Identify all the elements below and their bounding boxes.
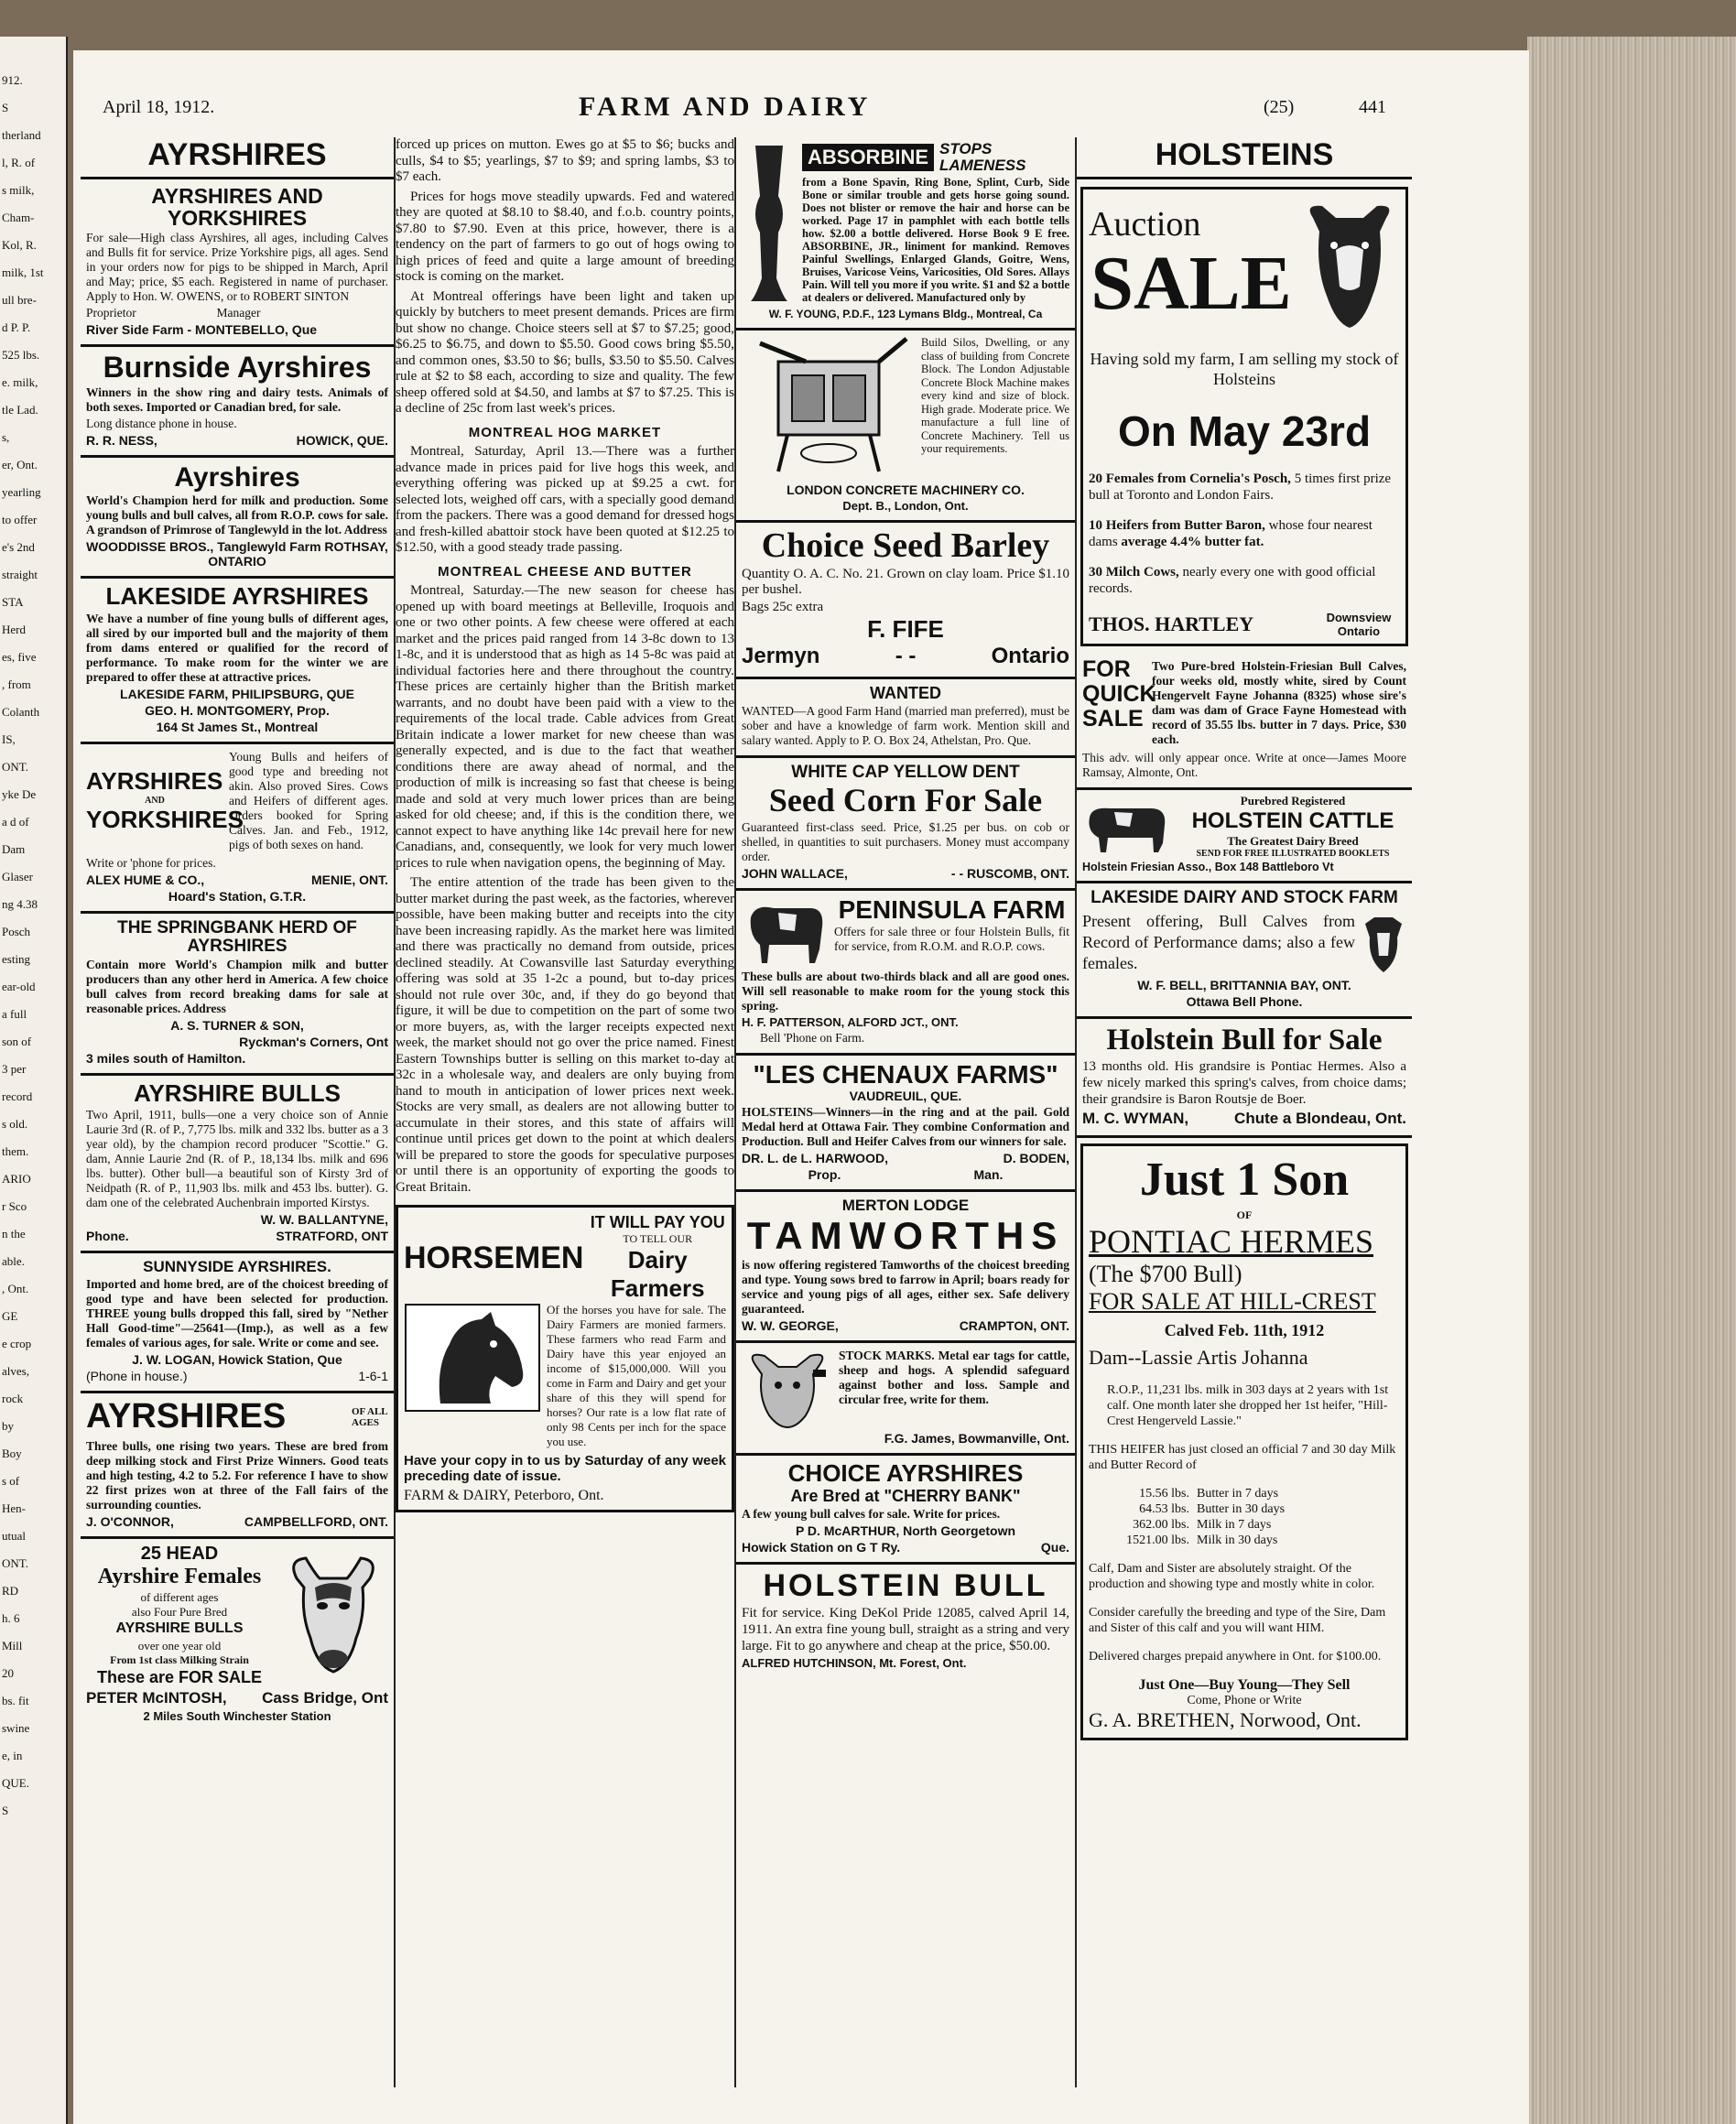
ad-body: Young Bulls and heifers of good type and breeding not akin. Also proved Sires. Cows and Heifers of different ages. Orders booked for Spring Calves. Jan. and Feb., 1912, pigs of both sexes on hand. — [229, 749, 388, 851]
ad-title: Holstein Bull for Sale — [1106, 1023, 1383, 1057]
ad-line: 25 HEAD — [140, 1543, 219, 1564]
ad-prop: GEO. H. MONTGOMERY, Prop. — [145, 702, 330, 718]
ad-wanted — [736, 679, 1075, 758]
column-market-article — [396, 137, 734, 1516]
ad-title: AYRSHIRE BULLS — [134, 1078, 341, 1107]
ad-rop: R.O.P., 11,231 lbs. milk in 303 days at 2 years with 1st calf. One month later she dropped her 1st heifer, "Hill-Crest Hengerveld Lassie." — [1107, 1382, 1389, 1428]
ad-title: AYRSHIRES AND YORKSHIRES — [151, 184, 323, 231]
prev-page-fragment: Herd — [2, 623, 26, 636]
prev-page-fragment: es, five — [2, 650, 37, 664]
ad-body: Two April, 1911, bulls—one a very choice son of Annie Laurie 3rd (R. of P., 7,775 lbs. milk and 332 lbs. butter as a 3 year old), by the champion record producer "Scottie." G. dam, Annie Laurie 2nd (R. of P., 18,134 lbs. milk and 696 lbs. butter). Other bull—a beautiful son of Kirsty 3rd of Neidpath (R. of P., 11,903 lbs. milk and 453 lbs. butter). G. dam one of the celebrated Auchenbrain imported Kirstys. — [86, 1107, 388, 1209]
prev-page-fragment: ONT. — [2, 1556, 29, 1570]
ad-title-2: TAMWORTHS — [746, 1213, 1065, 1257]
prev-page-fragment: e, in — [2, 1749, 23, 1762]
prev-page-fragment: Posch — [2, 925, 31, 938]
ad-peninsula-farm — [736, 891, 1075, 1056]
ad-subtitle: Are Bred at "CHERRY BANK" — [790, 1487, 1021, 1506]
ad-line: Dairy Farmers — [610, 1246, 705, 1302]
prev-page-fragment: tle Lad. — [2, 403, 38, 417]
ad-absorbine — [736, 137, 1075, 331]
prev-page-fragment: d P. P. — [2, 320, 31, 334]
ad-body: World's Champion herd for milk and production. Some young bulls and bull calves, all from R.O.P. cows for sale. A grandson of Primrose of Tanglewyld in the lot. Address — [86, 493, 388, 537]
ad-dam: Dam--Lassie Artis Johanna — [1089, 1345, 1308, 1369]
ad-title: AYRSHIRES — [86, 1396, 287, 1436]
prev-page-fragment: ear-old — [2, 980, 36, 993]
ad-title: Ayrshires — [174, 461, 300, 493]
prev-page-fragment: Mill — [2, 1639, 23, 1653]
ad-line: of different ages — [140, 1589, 219, 1604]
ad-signature: F.G. James, Bowmanville, Ont. — [884, 1430, 1069, 1446]
prev-page-fragment: , from — [2, 677, 31, 691]
prev-page-fragment: 525 lbs. — [2, 348, 40, 362]
ad-place: Chute a Blondeau, Ont. — [1234, 1109, 1406, 1127]
ad-title: LAKESIDE AYRSHIRES — [105, 582, 369, 611]
ad-holstein-bull-wyman — [1077, 1019, 1412, 1138]
ad-lot-3-desc: nearly every one with good official records. — [1089, 565, 1376, 596]
prev-page-fragment: therland — [2, 128, 41, 142]
ad-burnside — [81, 347, 394, 458]
ad-heifer: THIS HEIFER has just closed an official 7 and 30 day Milk and Butter Record of — [1089, 1442, 1396, 1472]
ad-lakeside-dairy — [1077, 883, 1412, 1019]
ad-of: OF — [1236, 1208, 1253, 1221]
ad-place: STRATFORD, ONT — [276, 1228, 388, 1243]
ad-directions: 3 miles south of Hamilton. — [86, 1050, 246, 1066]
cow-head-icon — [1361, 910, 1406, 974]
ad-lot-2-fat: average 4.4% butter fat. — [1121, 535, 1264, 549]
ad-title: THE SPRINGBANK HERD OF AYRSHIRES — [117, 917, 357, 956]
ad-les-chenaux — [736, 1056, 1075, 1192]
prev-page-fragment: RD — [2, 1584, 19, 1598]
ad-place: HOWICK, QUE. — [296, 432, 388, 448]
ad-title: MERTON LODGE — [841, 1196, 970, 1214]
ad-title: SUNNYSIDE AYRSHIRES. — [143, 1257, 331, 1275]
prev-page-fragment: Dam — [2, 842, 26, 856]
ad-title: Burnside Ayrshires — [103, 351, 372, 385]
ad-place: - - RUSCOMB, ONT. — [950, 865, 1069, 881]
ad-title-2: Seed Corn For Sale — [768, 782, 1043, 819]
prev-page-fragment: son of — [2, 1035, 32, 1048]
ad-dash: - - — [895, 644, 917, 669]
ad-signature: LAKESIDE FARM, PHILIPSBURG, QUE — [120, 686, 354, 701]
prev-page-fragment: swine — [2, 1721, 30, 1735]
ad-seed-corn — [736, 758, 1075, 891]
ad-ayrshire-bulls — [81, 1076, 394, 1253]
record-desc: Milk in 30 days — [1197, 1533, 1278, 1547]
ad-body: Of the horses you have for sale. The Dairy Farmers are monied farmers. These farmers who read Farm and Dairy have this year enjoyed an income of $15,000,000. Will you come in Farm and Dairy and get your share of this they will spend for horses? Our rate is a low flat rate of only 98 Cents per inch for the space you use. — [547, 1303, 726, 1448]
ad-quick-sale — [1077, 654, 1412, 790]
cow-head-icon — [278, 1551, 388, 1679]
ad-line: Ayrshire Females — [97, 1564, 262, 1588]
ad-name: J. O'CONNOR, — [86, 1513, 174, 1529]
prev-page-fragment: er, Ont. — [2, 458, 38, 471]
record-row — [1125, 1486, 1400, 1501]
record-amount: 362.00 lbs. — [1133, 1517, 1189, 1532]
prev-page-fragment: 20 — [2, 1666, 14, 1680]
ad-intro: Having sold my farm, I am selling my stock of Holsteins — [1090, 350, 1399, 388]
ad-body: Fit for service. King DeKol Pride 12085, calved April 14, 1911. An extra fine young bull, straight as a string and very large. Fit to go anywhere and cheap at the price, $50.00. — [742, 1605, 1069, 1653]
ad-title: Auction — [1089, 205, 1201, 244]
ad-title-2: YORKSHIRES — [86, 806, 244, 834]
cow-icon — [1082, 799, 1174, 854]
ad-body: Guaranteed first-class seed. Price, $1.25 per bus. on cob or shelled, in quantities to suit purchasers. Money must accompany order. — [742, 819, 1069, 863]
ad-signature: J. W. LOGAN, Howick Station, Que — [132, 1351, 342, 1367]
cow-icon — [742, 894, 829, 968]
ad-ayrshires-yorkshires — [81, 179, 394, 347]
prev-page-fragment: Colanth — [2, 705, 40, 719]
ad-lot-2-desc: whose four nearest dams — [1089, 518, 1373, 549]
ad-title: CHOICE AYRSHIRES — [787, 1458, 1024, 1487]
prev-page-fragment: ONT. — [2, 760, 29, 774]
ad-pontiac-hermes — [1080, 1143, 1408, 1740]
prev-page-fragment: IS, — [2, 732, 16, 746]
ad-company: LONDON CONCRETE MACHINERY CO. — [787, 482, 1025, 497]
ad-name: F. FIFE — [867, 614, 944, 643]
ad-name: ALEX HUME & CO., — [86, 872, 205, 887]
ad-contact: Come, Phone or Write — [1187, 1693, 1302, 1707]
horse-head-icon — [404, 1303, 541, 1413]
ad-lot-2: 10 Heifers from Butter Baron, — [1089, 518, 1265, 533]
ad-body: Offers for sale three or four Holstein Bulls, fit for service, from R.O.M. and R.O.P. cows. — [834, 925, 1069, 954]
ad-title: LAKESIDE DAIRY AND STOCK FARM — [1090, 888, 1398, 907]
prev-page-fragment: ng 4.38 — [2, 897, 38, 911]
ad-write: Write or 'phone for prices. — [86, 855, 216, 870]
header-date: April 18, 1912. — [103, 97, 215, 117]
ad-signature: WOODDISSE BROS., Tanglewyld Farm ROTHSAY, ONTARIO — [86, 539, 388, 569]
ad-phone: Bell 'Phone on Farm. — [760, 1030, 865, 1045]
ad-line: also Four Pure Bred — [131, 1604, 228, 1619]
prev-page-fragment: rock — [2, 1392, 24, 1405]
brand-name: ABSORBINE — [802, 144, 934, 171]
ad-title: WANTED — [870, 684, 941, 703]
ad-subtitle: VAUDREUIL, QUE. — [849, 1089, 962, 1104]
ad-lot-3: 30 Milch Cows, — [1089, 565, 1179, 580]
ad-body: STOCK MARKS. Metal ear tags for cattle, sheep and hogs. A splendid safeguard against bother and loss. Sample and circular free, write for them. — [839, 1348, 1069, 1406]
ad-body: For sale—High class Ayrshires, all ages, including Calves and Bulls fit for service. Prize Yorkshire pigs, all ages. Send in your orders now for pigs to be shipped in March, April and May; price, $5 each. Registered in name of purchaser. Apply to Hon. W. OWENS, or to ROBERT SINTON — [86, 231, 388, 304]
prev-page-fragment: Glaser — [2, 870, 33, 883]
ad-body: A few young bull calves for sale. Write for prices. — [742, 1507, 1001, 1522]
prev-page-fragment: Kol, R. — [2, 238, 37, 252]
prev-page-fragment: ARIO — [2, 1172, 31, 1186]
ad-line: SEND FOR FREE ILLUSTRATED BOOKLETS — [1196, 849, 1390, 859]
ad-paragraph: Delivered charges prepaid anywhere in Ont. for $100.00. — [1089, 1649, 1382, 1663]
prev-page-fragment: r Sco — [2, 1199, 27, 1213]
ad-name: DR. L. de L. HARWOOD, — [742, 1150, 888, 1165]
ad-code: 1-6-1 — [358, 1368, 388, 1383]
ad-place: Cass Bridge, Ont — [262, 1689, 388, 1707]
ad-body: Contain more World's Champion milk and butter producers than any other herd in America. A few choice bull calves from record breaking dams for sale at reasonable prices. Address — [86, 957, 388, 1015]
prev-page-fragment: e crop — [2, 1337, 32, 1350]
ad-body-2: This adv. will only appear once. Write at once—James Moore Ramsay, Almonte, Ont. — [1082, 751, 1406, 779]
ad-lot-1-desc: 5 times first prize bull at Toronto and London Fairs. — [1089, 471, 1392, 503]
ad-tagline: STOPS LAMENESS — [939, 140, 1026, 174]
header-page-number: 441 — [1359, 97, 1386, 117]
prev-page-fragment: bs. fit — [2, 1694, 29, 1707]
horse-leg-icon — [742, 141, 797, 306]
ad-alex-hume — [81, 744, 394, 914]
prev-page-fragment: a full — [2, 1007, 27, 1021]
ad-title: Just 1 Son — [1139, 1153, 1350, 1206]
prev-page-fragment: e. milk, — [2, 375, 38, 389]
ad-name: M. C. WYMAN, — [1082, 1109, 1189, 1127]
prev-page-fragment: e's 2nd — [2, 540, 35, 554]
ad-bags: Bags 25c extra — [742, 599, 824, 614]
ad-title-line-1: FOR — [1082, 656, 1131, 682]
ad-place: Downsview Ontario — [1326, 611, 1392, 638]
prev-page-fragment: alves, — [2, 1364, 29, 1378]
prev-page-fragment: them. — [2, 1144, 29, 1158]
prev-page-fragment: to offer — [2, 513, 38, 526]
ad-body: is now offering registered Tamworths of the choicest breeding and type. Young sows bred to farrow in April; boars ready for service and young pigs of all ages, either sex. Safe delivery guaranteed. — [742, 1257, 1069, 1316]
prev-page-fragment: Boy — [2, 1447, 22, 1460]
ad-title: "LES CHENAUX FARMS" — [753, 1059, 1058, 1089]
ad-body: We have a number of fine young bulls of different ages, all sired by our imported bull and the majority of them from dams entered or qualified for the record of performance. To make room for the winter we are prepared to offer these at attractive prices. — [86, 611, 388, 684]
ad-concrete-machinery — [736, 331, 1075, 523]
ad-body: Winners in the show ring and dairy tests. Animals of both sexes. Imported or Canadian bred, for sale. — [86, 385, 388, 414]
prev-page-fragment: able. — [2, 1254, 25, 1268]
ad-name: THOS. HARTLEY — [1089, 612, 1254, 635]
ad-date: On May 23rd — [1117, 407, 1372, 455]
ad-phone: Phone. — [86, 1228, 129, 1243]
ad-name: W. W. GEORGE, — [742, 1317, 839, 1333]
ad-title-line-2: QUICK — [1082, 681, 1156, 707]
article-paragraph: At Montreal offerings have been light and taken up quickly by butchers to meet present demands. Prices are firm but show no change. Choice steers sell at $7 to $7.25; good, $6.25 to $6.75, and down to $5.50. Good cows bring $5.50, and common ones, $3.50 to $6; bulls, $3.50 to $5.50. Calves rule at $2 to $8 each, according to size and quality. The few sheep offered sold at $4.50, and lambs at $7 to $7.25. This is a decline of 25c from last week's prices. — [396, 288, 734, 416]
ad-slogan: Just One—Buy Young—They Sell — [1138, 1676, 1351, 1693]
ad-paragraph: Consider carefully the breeding and type of the Sire, Dam and Sister of this calf and you will want HIM. — [1089, 1605, 1386, 1635]
block-machine-icon — [742, 334, 916, 481]
ad-peter-mcintosh — [81, 1539, 394, 1731]
article-paragraph: forced up prices on mutton. Ewes go at $5 to $6; bucks and culls, $4 to $5; yearlings, $7 to $9; and spring lambs, $3 to $7 each. — [396, 137, 734, 184]
ad-place: Jermyn — [742, 644, 820, 669]
ad-line: TO TELL OUR — [623, 1232, 693, 1245]
ad-province: Ontario — [991, 644, 1069, 669]
ad-title: HOLSTEIN CATTLE — [1191, 808, 1394, 833]
ad-body: Quantity O. A. C. No. 21. Grown on clay loam. Price $1.10 per bushel. — [742, 566, 1069, 597]
prev-page-fragment: n the — [2, 1227, 26, 1241]
section-title: AYRSHIRES — [81, 137, 394, 179]
ad-line: IT WILL PAY YOU — [590, 1213, 725, 1231]
article-subheading: MONTREAL CHEESE AND BUTTER — [438, 563, 692, 580]
ad-name: W. F. BELL, BRITTANNIA BAY, ONT. — [1137, 977, 1351, 992]
ad-name-2: D. BODEN, — [1003, 1150, 1069, 1165]
ad-body-2: These bulls are about two-thirds black and all are good ones. Will sell reasonable to make room for the young stock this spring. — [742, 969, 1069, 1013]
ad-footer: 2 Miles South Winchester Station — [143, 1709, 331, 1724]
ad-station: Hoard's Station, G.T.R. — [168, 888, 307, 904]
ad-body: Two Pure-bred Holstein-Friesian Bull Calves, four weeks old, mostly white, sired by Count Hengervelt Fayne Johanna (8325) whose sire's dam was dam of Grace Fayne Homestead with record of 35.55 lbs. butter in 7 days. Price, $30 each. — [1152, 659, 1406, 746]
page-header — [103, 92, 1421, 132]
records-table — [1125, 1486, 1400, 1548]
ad-line: AYRSHIRE BULLS — [115, 1620, 244, 1636]
ad-lakeside-ayrshires — [81, 579, 394, 743]
ad-signature: G. A. BRETHEN, Norwood, Ont. — [1089, 1707, 1362, 1731]
ad-title-2: SALE — [1090, 241, 1292, 326]
ad-body: Build Silos, Dwelling, or any class of building from Concrete Block. The London Adjustable Concrete Block Machine makes every kind and size of block. High grade. Moderate price. We manufacture a full line of Concrete Machinery. Tell us your requirements. — [921, 336, 1069, 455]
prev-page-fragment: h. 6 — [2, 1611, 20, 1625]
prev-page-fragment: record — [2, 1089, 33, 1103]
prev-page-fragment: s, — [2, 430, 10, 444]
ad-title: HOLSTEIN BULL — [763, 1568, 1048, 1604]
ad-body: WANTED—A good Farm Hand (married man preferred), must be sober and have a knowledge of farm work. Mention skill and salary wanted. Apply to P. O. Box 24, Athelstan, Pro. Que. — [742, 704, 1069, 748]
ad-signature: River Side Farm - MONTEBELLO, Que — [86, 322, 318, 338]
previous-page-strip — [0, 37, 68, 2124]
column-ayrshires — [81, 137, 394, 1730]
ad-phone: Long distance phone in house. — [86, 416, 237, 430]
prev-page-fragment: s old. — [2, 1117, 28, 1131]
ad-signature: W. F. YOUNG, P.D.F., 123 Lymans Bldg., Montreal, Ca — [768, 308, 1043, 320]
prev-page-fragment: ull bre- — [2, 293, 37, 307]
ad-line: The Greatest Dairy Breed — [1227, 834, 1359, 848]
prev-page-fragment: Cham- — [2, 211, 35, 224]
ad-seed-barley — [736, 523, 1075, 679]
prev-page-fragment: Hen- — [2, 1501, 26, 1515]
ad-signature: ALFRED HUTCHINSON, Mt. Forest, Ont. — [742, 1655, 967, 1670]
ad-signature: Holstein Friesian Asso., Box 148 Battleboro Vt — [1082, 861, 1334, 873]
ad-horsemen — [396, 1205, 734, 1512]
ad-oconnor — [81, 1393, 394, 1539]
ad-title: AYRSHIRES — [86, 766, 223, 795]
ad-paragraph: Calf, Dam and Sister are absolutely straight. Of the production and showing type and mostly white in color. — [1089, 1561, 1375, 1591]
ad-name: PETER McINTOSH, — [86, 1689, 227, 1707]
ad-cherry-bank — [736, 1456, 1075, 1565]
ad-title — [1082, 656, 1156, 731]
ad-title: HORSEMEN — [404, 1240, 584, 1275]
ad-body: Three bulls, one rising two years. These are bred from deep milking stock and First Prize Winners. Good teats and high testing, 4.2 to 5.2. For reference I have to show 22 first prizes won at three of the Fall fairs of the surrounding counties. — [86, 1438, 388, 1512]
article-subheading: MONTREAL HOG MARKET — [468, 424, 662, 440]
prev-page-fragment: l, R. of — [2, 156, 36, 169]
ad-line: From 1st class Milking Strain — [110, 1653, 249, 1666]
ad-line: over one year old — [137, 1638, 222, 1653]
ad-name: W. W. BALLANTYNE, — [260, 1211, 388, 1227]
prev-page-fragment: yearling — [2, 485, 41, 499]
ad-title: PENINSULA FARM — [838, 894, 1066, 924]
prev-page-fragment: a d of — [2, 815, 29, 829]
ad-name: P D. McARTHUR, North Georgetown — [795, 1523, 1016, 1539]
ad-line: Purebred Registered — [1240, 794, 1346, 807]
ad-side: OF ALL AGES — [352, 1405, 388, 1428]
ad-body: Imported and home bred, are of the choicest breeding of good type and have been selected for production. THREE young bulls dropped this fall, sired by "Nether Hall Good-time"—25641—(Imp.), as well as a few females of various ages, for sale. Write or come and see. — [86, 1276, 388, 1349]
prev-page-fragment: S — [2, 1804, 9, 1817]
record-row — [1125, 1501, 1400, 1517]
ad-phone: (Phone in house.) — [86, 1368, 188, 1383]
record-amount: 64.53 lbs. — [1139, 1501, 1189, 1516]
record-amount: 15.56 lbs. — [1139, 1486, 1189, 1501]
column-holsteins — [1077, 137, 1412, 1746]
ad-place: MENIE, ONT. — [310, 872, 388, 887]
column-classifieds — [736, 137, 1075, 1677]
prev-page-fragment: GE — [2, 1309, 18, 1323]
ad-body: HOLSTEINS—Winners—in the ring and at the pail. Gold Medal herd at Ottawa Fair. They combine Conformation and Production. Bull and Heifer Calves from our winners for sale. — [742, 1104, 1069, 1148]
ad-role-2: Man. — [973, 1166, 1004, 1182]
ad-holstein-bull — [736, 1565, 1075, 1677]
ad-line: These are FOR SALE — [96, 1667, 263, 1686]
ad-name: A. S. TURNER & SON, — [170, 1017, 304, 1033]
record-row — [1125, 1533, 1400, 1548]
ad-calved: Calved Feb. 11th, 1912 — [1164, 1320, 1325, 1339]
ad-title: Choice Seed Barley — [761, 526, 1050, 565]
ad-body: Present offering, Bull Calves from Record of Performance dams; also a few females. — [1082, 911, 1355, 972]
ad-title: WHITE CAP YELLOW DENT — [791, 763, 1020, 783]
article-paragraph: Montreal, Saturday, April 13.—There was a further advance made in prices paid for live hogs this week, and everything offering was picked up at $9.25 a cwt. for selected lots, weighed off cars, with a specially good demand from the packers. There was a good demand for dressed hogs and fresh-killed abattoir stock have been quoted at $12.25 to $12.50, with a good steady trade passing. — [396, 444, 734, 555]
prev-page-fragment: esting — [2, 952, 31, 966]
ad-province: Que. — [1040, 1540, 1069, 1555]
cow-head-icon — [1299, 195, 1400, 332]
ad-role: Prop. — [808, 1166, 841, 1182]
ad-place: CAMPBELLFORD, ONT. — [244, 1513, 388, 1529]
ad-and: AND — [145, 796, 165, 807]
section-title: HOLSTEINS — [1077, 137, 1412, 179]
record-desc: Butter in 30 days — [1197, 1501, 1286, 1516]
article-paragraph: Montreal, Saturday.—The new season for cheese has opened up with board meetings at Belleville, Iroquois and one or two other points. A few cheese were offered at each market and the prices paid ranged from 14 3-8c down to 13 1-8c, and it is understood that as high as 14 5-8c was paid at individual factories here and there throughout the country. These prices are certainly higher than the British market warrants, and no doubt have been paid with a view to the requirements of the local trade. Cable advices from Great Britain indicate a lower market for new cheese than was generally expected, and is due to the fact that weather conditions there are away ahead of normal, and the production of milk is increasing so fast that cheese is being made and sold at very much lower prices than are being asked for old cheese; and, if this is the condition there, we cannot expect to have anything like 14c prevail here for new Canadians, and, consequently, we look for very much lower prices to rule when navigation opens, the beginning of May. — [396, 583, 734, 871]
ad-auction-sale — [1080, 187, 1408, 646]
prev-page-fragment: s milk, — [2, 183, 35, 197]
record-desc: Milk in 7 days — [1197, 1517, 1272, 1532]
record-amount: 1521.00 lbs. — [1126, 1533, 1189, 1547]
ad-place: Ryckman's Corners, Ont — [239, 1034, 388, 1049]
record-desc: Butter in 7 days — [1197, 1486, 1279, 1501]
ad-name: R. R. NESS, — [86, 432, 157, 448]
prev-page-fragment: yke De — [2, 787, 37, 801]
article-paragraph: The entire attention of the trade has been given to the butter market during the past week, as the factories, wherever possible, have been making butter and receipts into the city have been increasing rapidly. As the market here was limited and there was practically no demand from outside, prices declined steadily. At Cowansville last Saturday everything offering was sold at 35 1-2c a pound, but to-day prices should not rule over 30c, and, if they do go beyond that figure, it will be due to competition on the part of some two or more buyers, as, with the larger receipts expected next week, the market should not go over the price named. Finest Eastern Townships butter is selling on this market to-day at 32c in a wholesale way, and dealers are only buying from hand to mouth in anticipation of lower prices next week. Stocks are very small, as dealers are not allowing butter to accumulate in their stores, and this state of affairs will continue until prices get down to the point at which dealers will be prepared to store the goods for speculative purposes or until there is an opportunity of exporting the goods to Great Britain. — [396, 875, 734, 1195]
prev-page-fragment: utual — [2, 1529, 26, 1543]
ad-subtitle: (The $700 Bull) — [1089, 1260, 1242, 1287]
ad-body: from a Bone Spavin, Ring Bone, Splint, Curb, Side Bone or similar trouble and gets horse going sound. Does not blister or remove the hair and horse can be worked. Page 17 in pamphlet with each bottle tells how. $2.00 a bottle delivered. Horse Book 9 E free. ABSORBINE, JR., liniment for mankind. Removes Painful Swellings, Enlarged Glands, Goitre, Wens, Bruises, Varicose Veins, Varicosities, Old Sores. Allays Pain. Will tell you more if you write. $1 and $2 a bottle at dealers or delivered. Manufactured only by — [802, 176, 1069, 304]
header-page-paren: (25) — [1264, 97, 1295, 117]
ad-wooddisse — [81, 458, 394, 580]
ad-sunnyside — [81, 1253, 394, 1393]
ad-title-line-3: SALE — [1082, 706, 1144, 731]
header-title: FARM AND DAIRY — [579, 92, 872, 122]
ad-tamworths — [736, 1192, 1075, 1343]
prev-page-fragment: by — [2, 1419, 14, 1433]
ad-bold: Have your copy in to us by Saturday of any week preceding date of issue. — [404, 1453, 726, 1484]
prev-page-fragment: S — [2, 101, 9, 114]
ad-signature: FARM & DAIRY, Peterboro, Ont. — [404, 1488, 604, 1503]
prev-page-fragment: , Ont. — [2, 1282, 29, 1295]
ad-signature: H. F. PATTERSON, ALFORD JCT., ONT. — [742, 1014, 959, 1029]
ad-holstein-cattle — [1077, 790, 1412, 883]
ad-lot-1: 20 Females from Cornelia's Posch, — [1089, 471, 1291, 486]
prev-page-fragment: QUE. — [2, 1776, 29, 1790]
ad-banner: FOR SALE AT HILL-CREST — [1089, 1287, 1376, 1315]
ad-station: Howick Station on G T Ry. — [742, 1540, 901, 1555]
ad-name: JOHN WALLACE, — [742, 865, 848, 881]
prev-page-fragment: 912. — [2, 73, 23, 87]
ad-body: 13 months old. His grandsire is Pontiac Hermes. Also a few nicely marked this spring's calves, from choice dams; their grandsire is Baron Routsje de Boer. — [1082, 1058, 1406, 1107]
ad-place: CRAMPTON, ONT. — [959, 1317, 1069, 1333]
article-paragraph: Prices for hogs move steadily upwards. Fed and watered they are quoted at $8.10 to $8.40, and f.o.b. country points, $7.80 to $7.90. Even at this price, however, there is a tendency on the part of farmers to go out of hogs owing to high prices of feed and quite a large amount of breeding stock is coming on the market. — [396, 189, 734, 284]
ad-phone: Ottawa Bell Phone. — [1186, 993, 1303, 1009]
cow-head-icon — [742, 1347, 833, 1429]
ad-address: 164 St James St., Montreal — [156, 719, 319, 734]
prev-page-fragment: straight — [2, 568, 38, 581]
prev-page-fragment: s of — [2, 1474, 20, 1488]
ad-roles: Proprietor Manager — [86, 306, 261, 320]
prev-page-fragment: milk, 1st — [2, 266, 44, 279]
ad-address: Dept. B., London, Ont. — [842, 499, 969, 513]
prev-page-fragment: STA — [2, 595, 24, 609]
prev-page-fragment: 3 per — [2, 1062, 27, 1076]
ad-title-2: PONTIAC HERMES — [1089, 1222, 1374, 1260]
record-row — [1125, 1517, 1400, 1533]
ad-stock-marks — [736, 1343, 1075, 1456]
book-page-edge — [1527, 37, 1736, 2124]
ad-springbank — [81, 914, 394, 1076]
